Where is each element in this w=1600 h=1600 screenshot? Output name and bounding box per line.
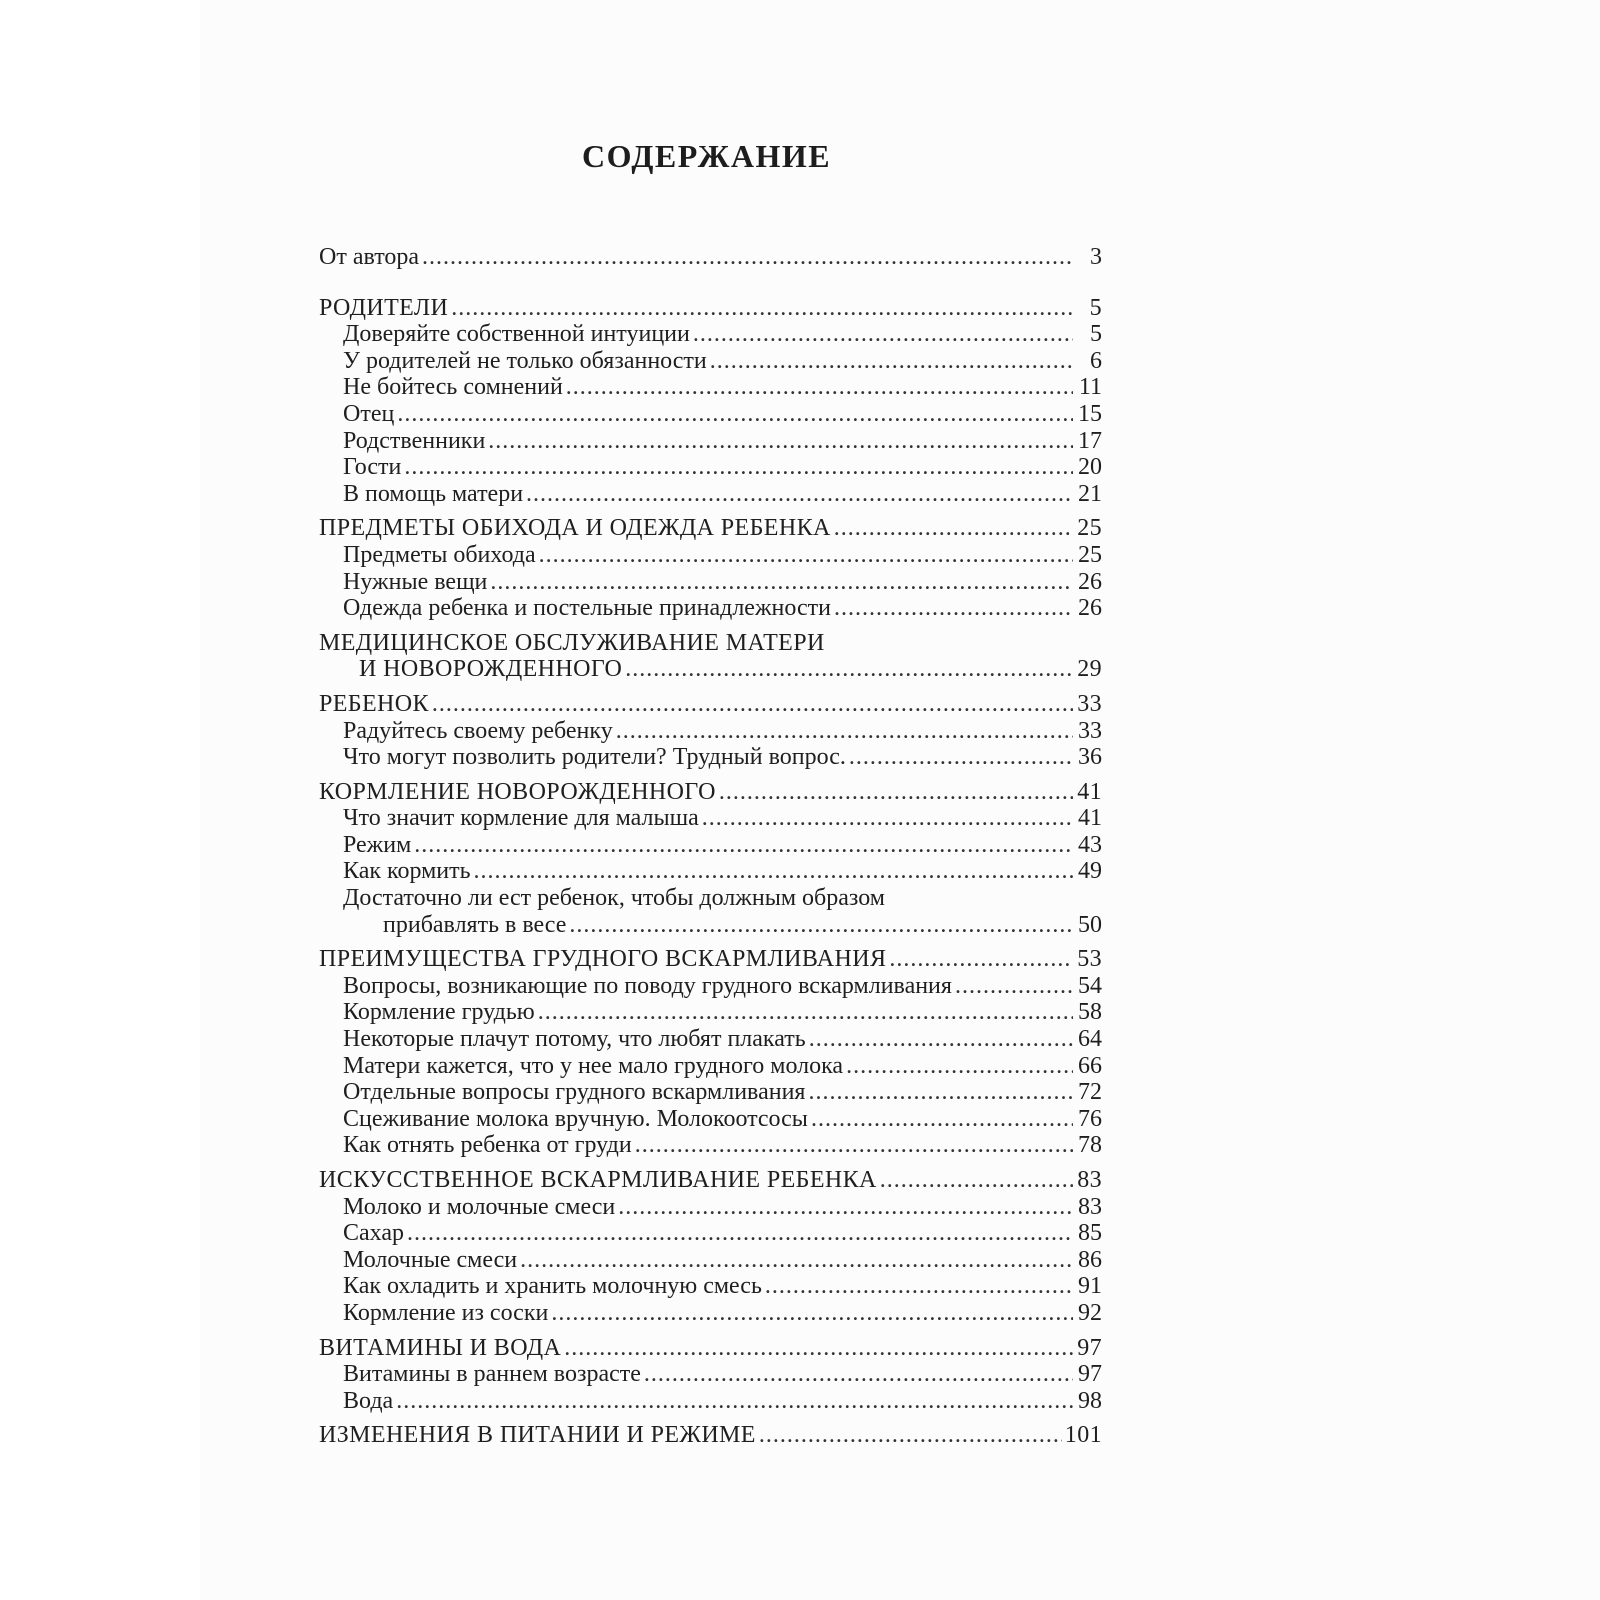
toc-label: Молочные смеси [343, 1246, 518, 1273]
toc-label: Доверяйте собственной интуиции [343, 321, 690, 348]
dot-leader [808, 1079, 1073, 1106]
dot-leader [414, 832, 1073, 859]
dot-leader [955, 973, 1073, 1000]
toc-page-number: 49 [1078, 858, 1102, 885]
toc-page-number: 92 [1078, 1299, 1102, 1326]
dot-leader [889, 946, 1073, 973]
toc-subentry [319, 1132, 1102, 1159]
dot-leader [846, 1053, 1073, 1080]
toc-label: Как охладить и хранить молочную смесь [343, 1273, 762, 1300]
toc-subentry [319, 428, 1102, 455]
toc-section [319, 1422, 1102, 1449]
toc-label: Молоко и молочные смеси [343, 1193, 616, 1220]
toc-label: У родителей не только обязанности [343, 347, 707, 374]
dot-leader [404, 454, 1073, 481]
toc-page-number: 33 [1078, 717, 1102, 744]
dot-leader [618, 1194, 1073, 1221]
toc-section-label: МЕДИЦИНСКОЕ ОБСЛУЖИВАНИЕ МАТЕРИ [319, 629, 825, 656]
toc-page-number: 26 [1078, 595, 1102, 622]
toc-page-number: 85 [1078, 1220, 1102, 1247]
toc-page-number: 97 [1078, 1361, 1102, 1388]
toc-page-number: 25 [1078, 541, 1102, 568]
toc-section-label: ПРЕИМУЩЕСТВА ГРУДНОГО ВСКАРМЛИВАНИЯ [319, 946, 887, 973]
dot-leader [474, 858, 1073, 885]
toc-label: Вопросы, возникающие по поводу грудного вскармливания [343, 972, 952, 999]
dot-leader [451, 295, 1073, 322]
table-of-contents [319, 244, 1102, 1449]
toc-label: Достаточно ли ест ребенок, чтобы должным образом [343, 885, 885, 912]
toc-label: Нужные вещи [343, 568, 488, 595]
toc-page-number: 17 [1078, 427, 1102, 454]
toc-page-number: 20 [1078, 454, 1102, 481]
toc-subentry [319, 1026, 1102, 1053]
toc-label: Предметы обихода [343, 541, 536, 568]
toc-label: Вода [343, 1387, 394, 1414]
toc-page-number: 86 [1078, 1246, 1102, 1273]
dot-leader [625, 656, 1073, 683]
toc-subentry [319, 401, 1102, 428]
toc-section [319, 946, 1102, 973]
dot-leader [880, 1167, 1073, 1194]
toc-label: Кормление грудью [343, 999, 535, 1026]
toc-section-label: ВИТАМИНЫ И ВОДА [319, 1334, 562, 1361]
dot-leader [765, 1273, 1073, 1300]
dot-leader [432, 691, 1073, 718]
dot-leader [526, 481, 1073, 508]
toc-page-number: 98 [1078, 1387, 1102, 1414]
toc-section [319, 1335, 1102, 1362]
toc-page-number: 91 [1078, 1273, 1102, 1300]
toc-section-line2 [319, 656, 1102, 683]
toc-subentry [319, 718, 1102, 745]
toc-subentry-line2 [319, 912, 1102, 939]
toc-subentry [319, 1194, 1102, 1221]
toc-subentry [319, 805, 1102, 832]
toc-page-number: 54 [1078, 972, 1102, 999]
toc-page-number: 101 [1064, 1422, 1102, 1449]
dot-leader [520, 1247, 1073, 1274]
dot-leader [702, 805, 1073, 832]
dot-leader [566, 374, 1073, 401]
toc-page-number: 36 [1078, 744, 1102, 771]
toc-subentry [319, 1247, 1102, 1274]
toc-subentry [319, 1300, 1102, 1327]
toc-section [319, 515, 1102, 542]
toc-subentry [319, 744, 1102, 771]
toc-label: Как отнять ребенка от груди [343, 1132, 632, 1159]
toc-page-number: 33 [1077, 690, 1102, 717]
toc-label: Сцеживание молока вручную. Молокоотсосы [343, 1105, 808, 1132]
toc-section-label: ИСКУССТВЕННОЕ ВСКАРМЛИВАНИЕ РЕБЕНКА [319, 1167, 877, 1193]
toc-subentry [319, 832, 1102, 859]
toc-subentry [319, 595, 1102, 622]
toc-label: Матери кажется, что у нее мало грудного молока [343, 1052, 844, 1079]
toc-page-number: 11 [1078, 374, 1102, 401]
toc-section-label: КОРМЛЕНИЕ НОВОРОЖДЕННОГО [319, 778, 716, 805]
toc-page-number: 78 [1078, 1132, 1102, 1159]
dot-leader [488, 428, 1073, 455]
toc-label: От автора [319, 244, 420, 270]
toc-page-number: 83 [1078, 1193, 1102, 1220]
toc-subentry [319, 348, 1102, 375]
toc-section-line1 [319, 630, 1102, 657]
toc-subentry [319, 1361, 1102, 1388]
dot-leader [569, 912, 1073, 939]
toc-page-number: 41 [1078, 805, 1102, 832]
toc-label: В помощь матери [343, 480, 524, 507]
toc-label: Родственники [343, 427, 486, 454]
toc-subentry [319, 858, 1102, 885]
toc-label: Что могут позволить родители? Трудный вопрос. [343, 744, 846, 771]
toc-subentry [319, 1273, 1102, 1300]
toc-subentry-line1 [319, 885, 1102, 912]
toc-page-number: 83 [1077, 1167, 1102, 1193]
toc-page-number: 50 [1078, 911, 1102, 938]
toc-subentry [319, 374, 1102, 401]
dot-leader [811, 1106, 1073, 1133]
dot-leader [693, 321, 1073, 348]
toc-page-number: 25 [1077, 515, 1102, 542]
toc-label: Как кормить [343, 858, 471, 885]
toc-subentry [319, 454, 1102, 481]
toc-page-number: 15 [1078, 400, 1102, 427]
toc-page-number: 76 [1078, 1105, 1102, 1132]
toc-subentry [319, 1079, 1102, 1106]
toc-subentry [319, 1053, 1102, 1080]
dot-leader [834, 595, 1073, 622]
toc-label: Некоторые плачут потому, что любят плакать [343, 1026, 806, 1053]
toc-page-number: 43 [1078, 831, 1102, 858]
dot-leader [397, 401, 1073, 428]
toc-page-number: 41 [1077, 778, 1102, 805]
dot-leader [407, 1220, 1073, 1247]
toc-label: Радуйтесь своему ребенку [343, 717, 613, 744]
toc-section-label: РЕБЕНОК [319, 690, 429, 717]
toc-subentry [319, 481, 1102, 508]
toc-section-label: РОДИТЕЛИ [319, 294, 449, 321]
toc-page-number: 3 [1090, 244, 1102, 270]
toc-page-number: 29 [1077, 656, 1102, 683]
toc-page-number: 64 [1078, 1026, 1102, 1053]
toc-section-label: ИЗМЕНЕНИЯ В ПИТАНИИ И РЕЖИМЕ [319, 1422, 756, 1449]
toc-label: Одежда ребенка и постельные принадлежности [343, 595, 831, 622]
dot-leader [396, 1388, 1073, 1415]
toc-page-number: 5 [1089, 294, 1102, 321]
page-title: СОДЕРЖАНИЕ [582, 138, 832, 174]
toc-page-number: 26 [1078, 568, 1102, 595]
toc-entry-intro [319, 244, 1102, 271]
dot-leader [539, 542, 1073, 569]
dot-leader [616, 718, 1073, 745]
dot-leader [759, 1422, 1062, 1449]
toc-page-number: 97 [1077, 1334, 1102, 1361]
dot-leader [422, 244, 1073, 271]
dot-leader [551, 1300, 1073, 1327]
toc-subentry [319, 1106, 1102, 1133]
dot-leader [710, 348, 1073, 375]
toc-subentry [319, 321, 1102, 348]
toc-page-number: 72 [1078, 1079, 1102, 1106]
dot-leader [849, 744, 1073, 771]
toc-label: Сахар [343, 1220, 404, 1247]
toc-section-label: ПРЕДМЕТЫ ОБИХОДА И ОДЕЖДА РЕБЕНКА [319, 515, 831, 542]
dot-leader [538, 999, 1073, 1026]
toc-label: Отдельные вопросы грудного вскармливания [343, 1079, 806, 1106]
toc-section-label: И НОВОРОЖДЕННОГО [359, 656, 623, 683]
toc-subentry [319, 999, 1102, 1026]
dot-leader [719, 779, 1073, 806]
toc-section [319, 1167, 1102, 1194]
dot-leader [644, 1361, 1073, 1388]
dot-leader [490, 569, 1073, 596]
toc-label: Режим [343, 831, 412, 858]
toc-page-number: 66 [1078, 1052, 1102, 1079]
toc-subentry [319, 542, 1102, 569]
toc-label: прибавлять в весе [383, 911, 567, 938]
toc-section [319, 691, 1102, 718]
toc-label: Не бойтесь сомнений [343, 374, 563, 401]
toc-page-number: 58 [1078, 999, 1102, 1026]
toc-section [319, 779, 1102, 806]
toc-subentry [319, 1388, 1102, 1415]
dot-leader [564, 1335, 1073, 1362]
toc-section [319, 295, 1102, 322]
toc-label: Витамины в раннем возрасте [343, 1361, 641, 1388]
toc-label: Гости [343, 454, 402, 481]
dot-leader [635, 1132, 1073, 1159]
toc-page-number: 6 [1090, 347, 1102, 374]
toc-page-number: 53 [1077, 946, 1102, 973]
toc-subentry [319, 1220, 1102, 1247]
toc-label: Кормление из соски [343, 1299, 549, 1326]
dot-leader [809, 1026, 1073, 1053]
toc-label: Отец [343, 400, 395, 427]
toc-subentry [319, 569, 1102, 596]
toc-page-number: 21 [1078, 480, 1102, 507]
toc-page-number: 5 [1090, 321, 1102, 348]
dot-leader [834, 515, 1073, 542]
toc-subentry [319, 973, 1102, 1000]
toc-label: Что значит кормление для малыша [343, 805, 699, 832]
